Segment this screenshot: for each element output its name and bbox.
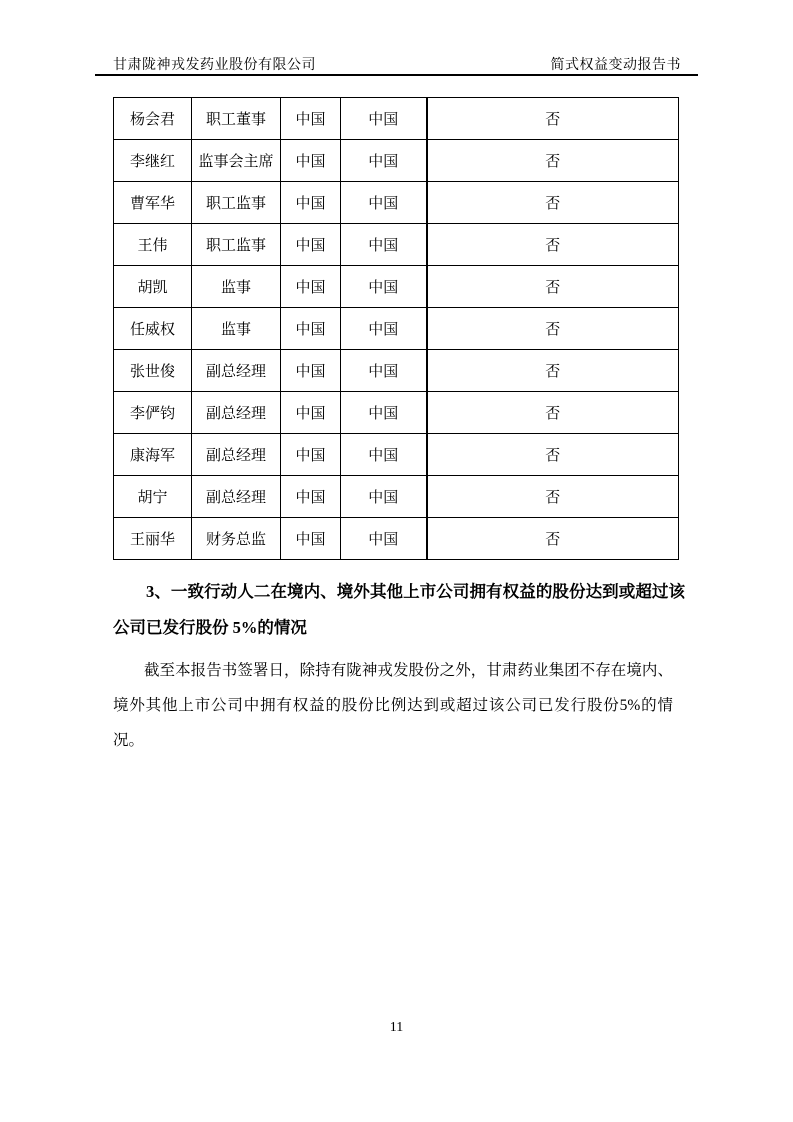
- header-company-name: 甘肃陇神戎发药业股份有限公司: [113, 58, 316, 73]
- table-cell: 监事: [192, 266, 281, 308]
- table-row: [114, 182, 679, 224]
- page-number: 11: [389, 1020, 404, 1035]
- personnel-table: [113, 97, 679, 560]
- table-cell: 杨会君: [114, 98, 192, 140]
- header-doc-title: 简式权益变动报告书: [550, 58, 681, 73]
- table-cell: 副总经理: [192, 434, 281, 476]
- table-cell: 否: [427, 98, 679, 140]
- table-cell: 胡凯: [114, 266, 192, 308]
- table-cell: 中国: [281, 266, 341, 308]
- table-cell: 中国: [341, 98, 427, 140]
- table-cell: 中国: [341, 476, 427, 518]
- table-cell: 中国: [341, 182, 427, 224]
- section-heading: 3、一致行动人二在境内、境外其他上市公司拥有权益的股份达到或超过该公司已发行股份 5%的情况: [113, 582, 685, 637]
- table-cell: 否: [427, 266, 679, 308]
- table-cell: 否: [427, 518, 679, 560]
- table-row: [114, 224, 679, 266]
- table-cell: 中国: [281, 182, 341, 224]
- table-cell: 否: [427, 434, 679, 476]
- table-cell: 否: [427, 224, 679, 266]
- table-cell: 中国: [281, 350, 341, 392]
- table-cell: 职工监事: [192, 224, 281, 266]
- table-cell: 副总经理: [192, 392, 281, 434]
- table-cell: 中国: [341, 140, 427, 182]
- table-cell: 中国: [281, 308, 341, 350]
- table-cell: 李继红: [114, 140, 192, 182]
- table-cell: 否: [427, 182, 679, 224]
- table-cell: 胡宁: [114, 476, 192, 518]
- table-cell: 财务总监: [192, 518, 281, 560]
- header-rule: [95, 74, 698, 76]
- table-cell: 否: [427, 392, 679, 434]
- table-cell: 任威权: [114, 308, 192, 350]
- table-row: [114, 476, 679, 518]
- table-cell: 王伟: [114, 224, 192, 266]
- personnel-table-body: [114, 98, 679, 560]
- section-paragraph: 截至本报告书签署日，除持有陇神戎发股份之外，甘肃药业集团不存在境内、境外其他上市公司中拥有权益的股份比例达到或超过该公司已发行股份5%的情况。: [113, 662, 673, 749]
- table-cell: 中国: [341, 308, 427, 350]
- table-row: [114, 350, 679, 392]
- table-cell: 否: [427, 350, 679, 392]
- table-cell: 监事: [192, 308, 281, 350]
- table-cell: 中国: [341, 392, 427, 434]
- table-cell: 张世俊: [114, 350, 192, 392]
- table-cell: 职工监事: [192, 182, 281, 224]
- table-row: [114, 98, 679, 140]
- table-cell: 职工董事: [192, 98, 281, 140]
- table-cell: 中国: [281, 224, 341, 266]
- table-cell: 中国: [341, 266, 427, 308]
- table-row: [114, 140, 679, 182]
- table-row: [114, 434, 679, 476]
- table-cell: 中国: [281, 392, 341, 434]
- table-cell: 副总经理: [192, 476, 281, 518]
- table-cell: 王丽华: [114, 518, 192, 560]
- table-cell: 中国: [281, 434, 341, 476]
- table-cell: 监事会主席: [192, 140, 281, 182]
- table-cell: 否: [427, 308, 679, 350]
- table-cell: 中国: [341, 350, 427, 392]
- table-row: [114, 308, 679, 350]
- table-cell: 中国: [281, 476, 341, 518]
- table-row: [114, 518, 679, 560]
- table-cell: 中国: [341, 518, 427, 560]
- table-cell: 李俨钧: [114, 392, 192, 434]
- table-cell: 副总经理: [192, 350, 281, 392]
- table-cell: 康海军: [114, 434, 192, 476]
- table-cell: 否: [427, 140, 679, 182]
- table-cell: 中国: [281, 140, 341, 182]
- table-cell: 中国: [281, 98, 341, 140]
- table-cell: 中国: [341, 434, 427, 476]
- table-row: [114, 266, 679, 308]
- table-cell: 中国: [281, 518, 341, 560]
- table-row: [114, 392, 679, 434]
- table-cell: 中国: [341, 224, 427, 266]
- page-header: [113, 54, 681, 74]
- table-cell: 否: [427, 476, 679, 518]
- table-cell: 曹军华: [114, 182, 192, 224]
